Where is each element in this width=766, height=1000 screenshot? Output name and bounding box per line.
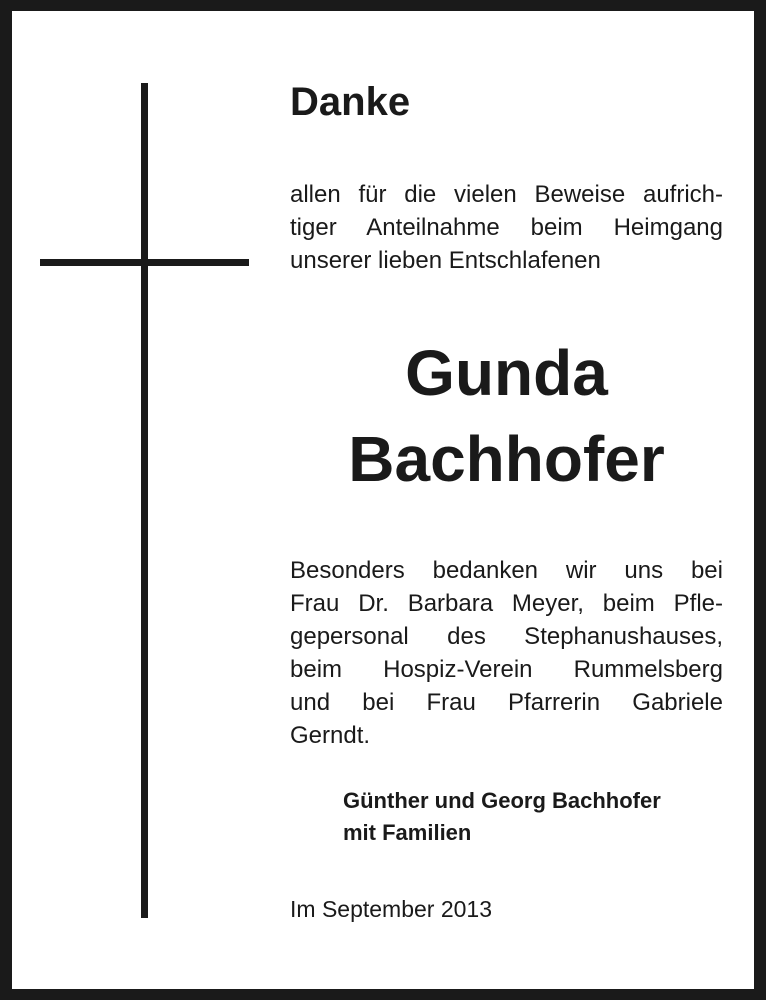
signature-line: mit Familien (343, 820, 472, 845)
intro-paragraph (290, 178, 723, 277)
thanks-line: und bei Frau Pfarrerin Gabriele (290, 689, 723, 716)
deceased-first-name: Gunda (405, 337, 608, 409)
thanks-line: Gerndt. (290, 722, 371, 749)
thanks-line: Besonders bedanken wir uns bei (290, 557, 723, 584)
thanks-line: beim Hospiz-Verein Rummelsberg (290, 656, 723, 683)
cross-horizontal-bar (40, 259, 249, 266)
deceased-last-name: Bachhofer (348, 423, 665, 495)
cross-vertical-bar (141, 83, 148, 918)
date-line: Im September 2013 (290, 896, 493, 922)
intro-line: allen für die vielen Beweise aufrich- (290, 181, 723, 208)
heading-danke: Danke (290, 80, 411, 124)
signature (343, 785, 661, 849)
thanks-paragraph (290, 554, 723, 752)
intro-line: unserer lieben Entschlafenen (290, 247, 601, 274)
intro-line: tiger Anteilnahme beim Heimgang (290, 214, 723, 241)
thanks-line: Frau Dr. Barbara Meyer, beim Pfle- (290, 590, 723, 617)
signature-line: Günther und Georg Bachhofer (343, 788, 661, 813)
thanks-line: gepersonal des Stephanushauses, (290, 623, 723, 650)
